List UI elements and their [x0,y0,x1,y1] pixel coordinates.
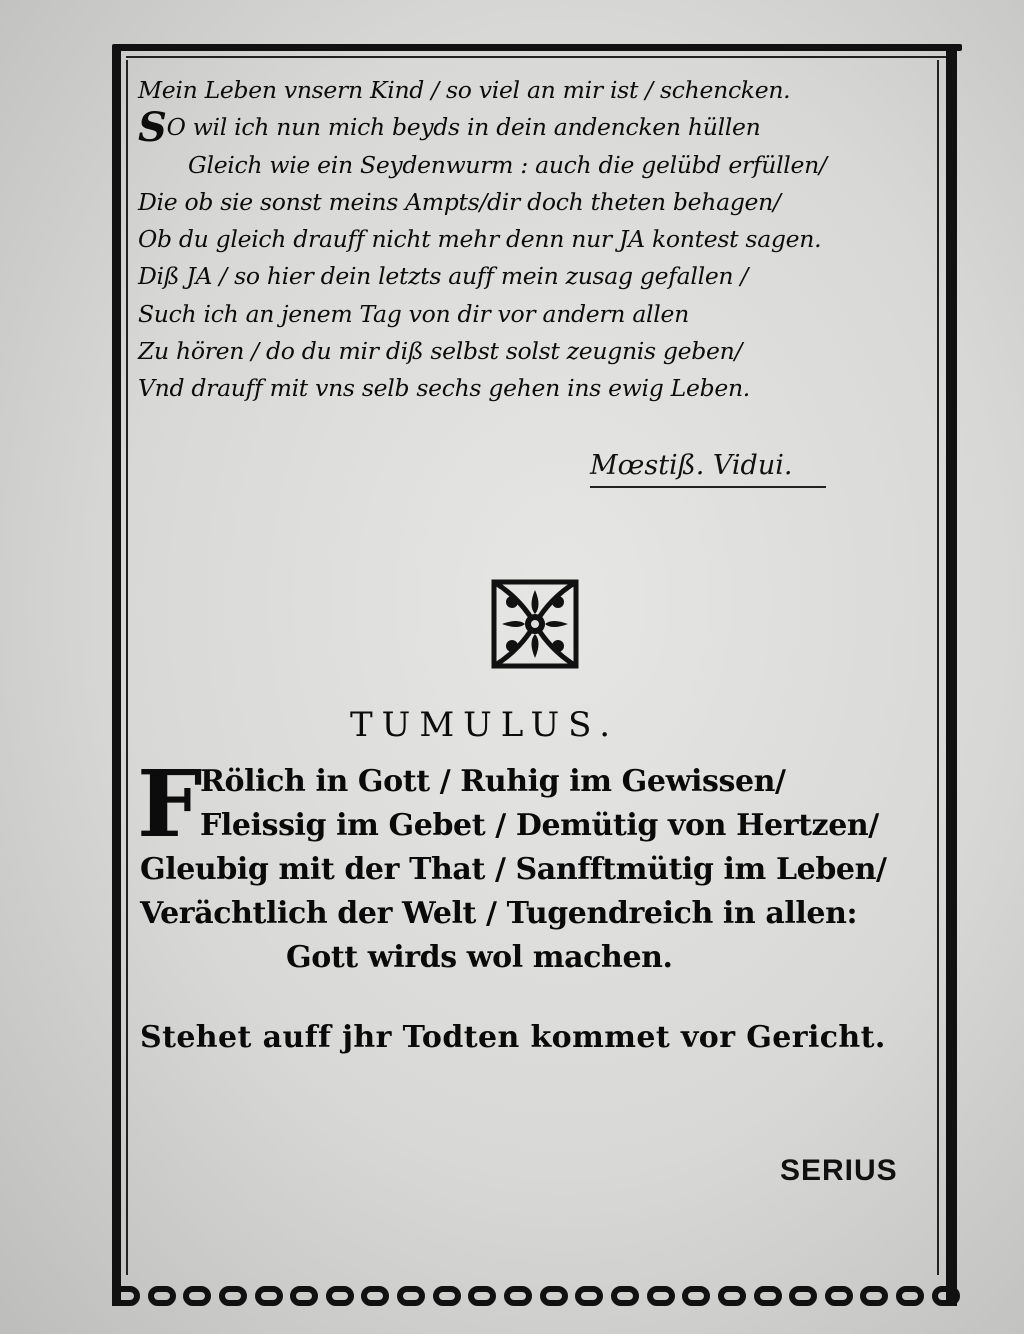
verse-line [138,104,938,152]
frame-top-rule [112,44,962,51]
floral-ornament-icon [490,578,580,670]
epitaph-line: Verächtlich der Welt / Tugendreich in allen: [140,896,858,931]
verse-line [138,296,938,333]
elegy-verse [138,72,938,408]
verse-line-text: Vnd drauff mit vns selb sechs gehen ins ewig Leben. [138,374,750,403]
epitaph-line: Gleubig mit der That / Sanfftmütig im Leben/ [140,852,887,887]
verse-line [138,184,938,221]
tumulus-title: TUMULUS. [350,705,620,745]
verse-line [138,333,938,370]
verse-line-text: Gleich wie ein Seydenwurm : auch die gelübd erfüllen/ [188,150,827,179]
author-name: SERIUS [780,1154,898,1187]
epitaph-line: Fleissig im Gebet / Demütig von Hertzen/ [200,808,879,843]
tumulus-initial-letter: F [137,750,203,858]
signature-underline [590,486,826,488]
verse-line [138,258,938,295]
epitaph-line: Rölich in Gott / Ruhig im Gewissen/ [200,764,786,799]
frame-top-inner-rule [126,56,952,58]
verse-line-text: Ob du gleich drauff nicht mehr denn nur JA kontest sagen. [138,225,822,254]
verse-line-text: Die ob sie sonst meins Ampts/dir doch theten behagen/ [138,187,781,216]
verse-line [138,370,938,407]
verse-line-text: Mein Leben vnsern Kind / so viel an mir ist / schencken. [138,76,791,104]
frame-left-inner-rule [126,60,128,1275]
verse-line-text: Diß JA / so hier dein letzts auff mein zusag gefallen / [138,262,749,291]
verse-line-text: Zu hören / do du mir diß selbst solst zeugnis geben/ [138,337,743,366]
epitaph-line: Gott wirds wol machen. [286,940,673,975]
verse-drop-cap: S [138,104,167,152]
verse-line [138,72,938,109]
tumulus-epitaph [140,760,940,980]
verse-line [138,147,938,184]
ornamental-bottom-border [112,1276,960,1316]
frame-right-rule [946,48,957,1306]
closing-line: Stehet auff jhr Todten kommet vor Gericht. [140,1020,886,1055]
signature-line: Mœstiß. Vidui. [590,450,793,481]
verse-line-text: Such ich an jenem Tag von dir vor andern allen [138,299,689,328]
frame-left-rule [112,48,121,1306]
verse-line [138,221,938,258]
verse-line-text: O wil ich nun mich beyds in dein andencken hüllen [166,113,761,142]
